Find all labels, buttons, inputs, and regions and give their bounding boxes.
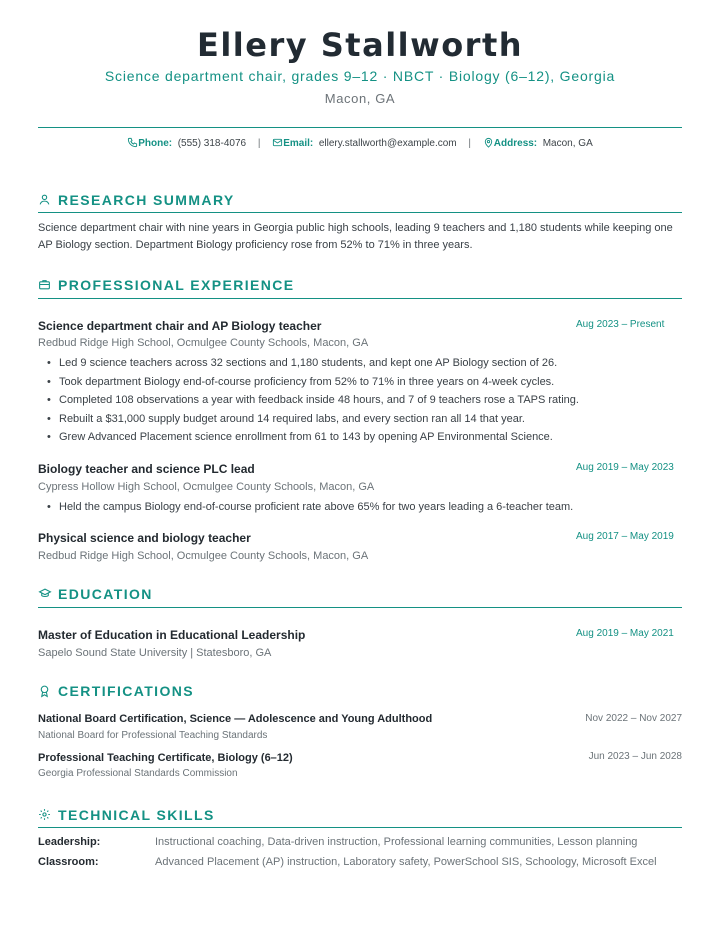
header-divider — [38, 127, 682, 128]
section-divider — [38, 212, 682, 213]
experience-title: PROFESSIONAL EXPERIENCE — [58, 277, 295, 293]
job-title: Science department chair and AP Biology teacher — [38, 319, 322, 333]
briefcase-icon — [38, 278, 51, 291]
job-title: Physical science and biology teacher — [38, 531, 251, 545]
section-divider — [38, 298, 682, 299]
envelope-icon — [272, 138, 283, 149]
job-organization: Cypress Hollow High School, Ocmulgee County Schools, Macon, GA — [38, 481, 375, 493]
gear-icon — [38, 808, 51, 821]
job-organization: Redbud Ridge High School, Ocmulgee County Schools, Macon, GA — [38, 550, 369, 562]
bullet-item: • Led 9 science teachers across 32 sections and 1,180 students, and kept one AP Biology section of 26. — [38, 354, 579, 373]
job-dates: Aug 2019 – May 2023 — [576, 462, 674, 473]
email-value[interactable]: ellery.stallworth@example.com — [318, 138, 457, 149]
bullet-item: • Completed 108 observations a year with feedback inside 48 hours, and 7 of 9 teachers rose a TAPS rating. — [38, 391, 579, 410]
education-dates: Aug 2019 – May 2021 — [576, 628, 674, 639]
phone-icon — [127, 138, 138, 149]
certification-issuer: National Board for Professional Teaching Standards — [38, 730, 268, 741]
degree-title: Master of Education in Educational Leadership — [38, 628, 306, 642]
skills-title: TECHNICAL SKILLS — [58, 807, 215, 823]
research-summary-text: Science department chair with nine years in Georgia public high schools, leading 9 teachers and 1,180 students while keeping one AP Biology section. Department Biology proficiency rose from 52% to 71% in three years. — [38, 222, 673, 251]
education-school: Sapelo Sound State University | Statesboro, GA — [38, 647, 272, 659]
graduation-cap-icon — [38, 587, 52, 600]
bullet-item: • Held the campus Biology end-of-course proficient rate above 65% for two years leading a 6-teacher team. — [38, 498, 573, 517]
address-label: Address: — [493, 138, 538, 149]
contact-bar — [0, 137, 720, 149]
email-label: Email: — [283, 138, 314, 149]
research-summary-title: RESEARCH SUMMARY — [58, 192, 235, 208]
candidate-location: Macon, GA — [324, 91, 396, 106]
section-divider — [38, 607, 682, 608]
job-organization: Redbud Ridge High School, Ocmulgee County Schools, Macon, GA — [38, 337, 369, 349]
job-bullets — [38, 354, 579, 447]
certification-dates: Nov 2022 – Nov 2027 — [585, 713, 682, 724]
certifications-title: CERTIFICATIONS — [58, 683, 195, 699]
skill-value: Instructional coaching, Data-driven instruction, Professional learning communities, Lesson planning — [155, 836, 638, 848]
skill-value: Advanced Placement (AP) instruction, Laboratory safety, PowerSchool SIS, Schoology, Microsoft Excel — [155, 856, 657, 868]
phone-label: Phone: — [138, 138, 173, 149]
job-title: Biology teacher and science PLC lead — [38, 462, 255, 476]
candidate-name: Ellery Stallworth — [196, 26, 524, 64]
certification-title: Professional Teaching Certificate, Biology (6–12) — [38, 752, 293, 764]
bullet-item: • Grew Advanced Placement science enrollment from 61 to 143 by opening AP Environmental Science. — [38, 428, 579, 447]
job-dates: Aug 2017 – May 2019 — [576, 531, 674, 542]
certification-issuer: Georgia Professional Standards Commission — [38, 768, 238, 779]
job-bullets — [38, 498, 573, 517]
phone-value[interactable]: (555) 318-4076 — [177, 138, 247, 149]
contact-separator: | — [468, 138, 472, 149]
job-dates: Aug 2023 – Present — [576, 319, 665, 330]
certification-title: National Board Certification, Science — Adolescence and Young Adulthood — [38, 713, 433, 725]
person-icon — [38, 193, 51, 206]
address-value: Macon, GA — [542, 138, 593, 149]
education-title: EDUCATION — [58, 586, 153, 602]
skill-label: Leadership: — [38, 836, 101, 848]
candidate-headline: Science department chair, grades 9–12 · NBCT · Biology (6–12), Georgia — [104, 68, 616, 84]
award-ribbon-icon — [38, 684, 51, 698]
bullet-item: • Took department Biology end-of-course proficiency from 52% to 71% in three years on 4-week cycles. — [38, 373, 579, 392]
map-pin-icon — [483, 138, 494, 149]
skill-label: Classroom: — [38, 856, 99, 868]
section-divider — [38, 827, 682, 828]
contact-separator: | — [257, 138, 261, 149]
certification-dates: Jun 2023 – Jun 2028 — [588, 751, 682, 762]
bullet-item: • Rebuilt a $31,000 supply budget around 14 required labs, and every section ran all 14 that year. — [38, 410, 579, 429]
